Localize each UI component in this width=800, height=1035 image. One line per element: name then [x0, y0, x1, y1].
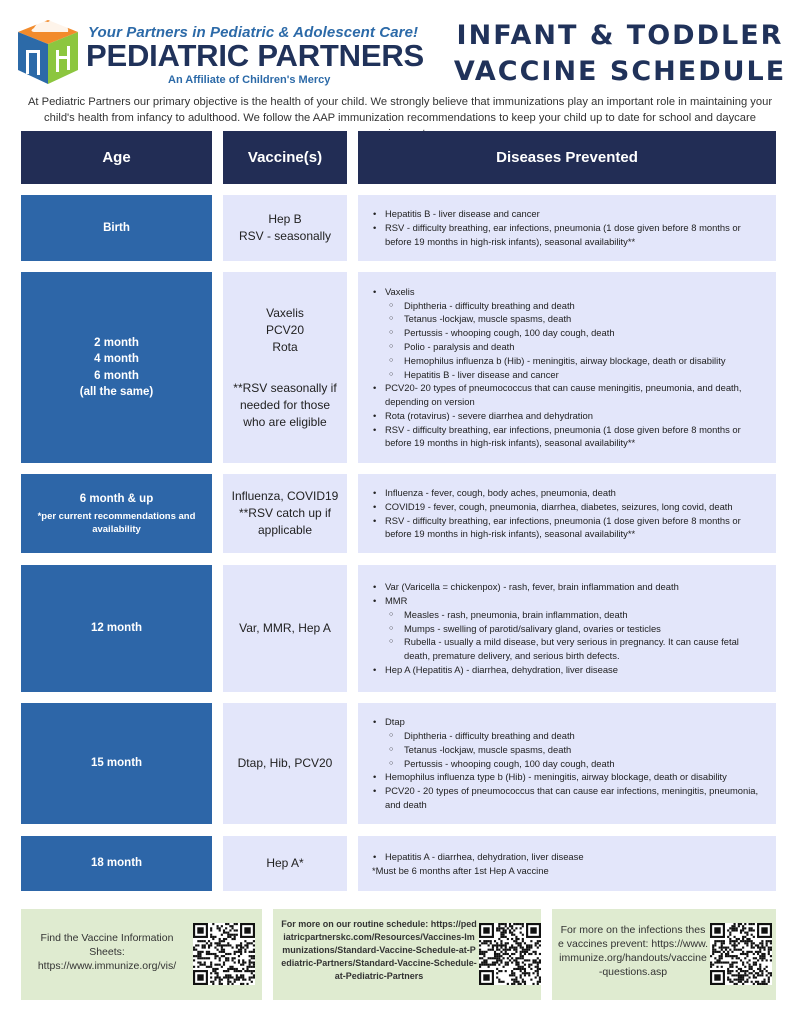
disease-subitem: ○ Tetanus -lockjaw, muscle spasms, death — [372, 743, 766, 757]
age-cell-2-4-6-month — [21, 272, 212, 463]
disease-item: • RSV - difficulty breathing, ear infections, pneumonia (1 dose given before 8 months or before 19 months in high-risk infants), seasonal availability** — [372, 423, 766, 451]
disease-item: • Dtap — [372, 715, 766, 729]
age-label: Birth — [103, 221, 130, 234]
age-cell-15-month — [21, 703, 212, 824]
vaccine-label: applicable — [257, 523, 313, 537]
tagline: Your Partners in Pediatric & Adolescent Care! — [88, 24, 419, 41]
vaccine-note: **RSV seasonally if needed for those who are eligible — [233, 380, 337, 429]
disease-cell-birth — [358, 195, 776, 261]
disease-subitem: ○ Measles - rash, pneumonia, brain inflammation, death — [372, 608, 766, 622]
age-label: 6 month & up — [79, 493, 154, 506]
footer-vis-box — [21, 909, 262, 1000]
disease-item: • PCV20 - 20 types of pneumococcus that can cause ear infections, meningitis, pneumonia, and death — [372, 784, 766, 812]
qr-code-icon[interactable] — [193, 923, 255, 985]
disease-item: • RSV - difficulty breathing, ear infections, pneumonia (1 dose given before 8 months or before 19 months in high-risk infants), seasonal availability** — [372, 514, 766, 542]
vaccine-label: Hep B — [268, 212, 302, 226]
footer-schedule-box — [273, 909, 541, 1000]
disease-cell-18-month — [358, 836, 776, 891]
disease-item: • MMR — [372, 594, 766, 608]
vaccine-cell-18-month — [223, 836, 347, 891]
age-cell-18-month — [21, 836, 212, 891]
disease-cell-15-month — [358, 703, 776, 824]
vaccine-label: Var, MMR, Hep A — [239, 621, 331, 635]
age-label: (all the same) — [79, 386, 154, 398]
disease-subitem: ○ Hemophilus influenza b (Hib) - meningitis, airway blockage, death or disability — [372, 354, 766, 368]
vaccine-label: Dtap, Hib, PCV20 — [237, 756, 333, 770]
footer-schedule-text: For more on our routine schedule: https://pediatricpartnerskc.com/Resources/Vaccines-Immunizations/Standard-Vaccine-Schedule-at-Pediatric-Partners/Standard-Vaccine-Schedule-at-Pediatric-Partners — [281, 919, 477, 981]
disease-item: • COVID19 - fever, cough, pneumonia, diarrhea, diabetes, seizures, long covid, death — [372, 500, 766, 514]
disease-item: • Hepatitis A - diarrhea, dehydration, liver disease — [372, 850, 766, 864]
vaccine-cell-2-4-6-month — [223, 272, 347, 463]
vaccine-cell-12-month — [223, 565, 347, 692]
age-label: 18 month — [90, 857, 143, 870]
disease-item: • Vaxelis — [372, 285, 766, 299]
vaccine-label: RSV - seasonally — [238, 229, 332, 243]
brand-name: PEDIATRIC PARTNERS — [86, 38, 424, 73]
age-cell-6-month-up — [21, 474, 212, 553]
disease-item: • Hepatitis B - liver disease and cancer — [372, 207, 766, 221]
disease-item: • PCV20- 20 types of pneumococcus that can cause meningitis, pneumonia, and death, depending on version — [372, 381, 766, 409]
vaccine-label: Vaxelis — [266, 305, 304, 320]
disease-subitem: ○ Rubella - usually a mild disease, but very serious in pregnancy. It can cause fetal death, premature delivery, and serious birth defects. — [372, 635, 766, 663]
header — [0, 0, 800, 92]
affiliate-text: An Affiliate of Children's Mercy — [168, 74, 331, 86]
vaccine-label: Influenza, COVID19 — [231, 489, 339, 503]
age-cell-12-month — [21, 565, 212, 692]
age-label: 12 month — [90, 622, 143, 635]
disease-note: *Must be 6 months after 1st Hep A vaccine — [372, 864, 549, 876]
disease-subitem: ○ Pertussis - whooping cough, 100 day cough, death — [372, 757, 766, 771]
vaccine-label: PCV20 — [265, 322, 305, 337]
disease-item: • RSV - difficulty breathing, ear infections, pneumonia (1 dose given before 8 months or before 19 months in high-risk infants), seasonal availability** — [372, 221, 766, 249]
disease-item: • Rota (rotavirus) - severe diarrhea and dehydration — [372, 409, 766, 423]
disease-item: • Var (Varicella = chickenpox) - rash, fever, brain inflammation and death — [372, 580, 766, 594]
disease-item: • Influenza - fever, cough, body aches, pneumonia, death — [372, 486, 766, 500]
disease-item: • Hep A (Hepatitis A) - diarrhea, dehydration, liver disease — [372, 663, 766, 677]
intro-paragraph: At Pediatric Partners our primary objective is the health of your child. We strongly believe that immunizations play an important role in maintaining your child's health from infancy to adulthood. We follow the AAP immunization recommendations to keep your child up to date for school and daycare — [27, 96, 773, 124]
age-label: 4 month — [94, 353, 139, 365]
footer-infections-box — [552, 909, 776, 1000]
qr-code-icon[interactable] — [479, 923, 541, 985]
qr-code-icon[interactable] — [710, 923, 772, 985]
footer-infections-text: For more on the infections these vaccines prevent: https://www.immunize.org/handouts/vaccine-questions.asp — [558, 924, 708, 978]
age-label: 2 month — [94, 336, 139, 349]
column-header-vaccines: Vaccine(s) — [223, 131, 347, 184]
disease-subitem: ○ Diphtheria - difficulty breathing and death — [372, 299, 766, 313]
vaccine-label: **RSV catch up if — [238, 506, 332, 520]
disease-cell-6-month-up — [358, 474, 776, 553]
column-header-age: Age — [21, 131, 212, 184]
page-title-line-1: INFANT & TODDLER — [456, 20, 784, 51]
column-header-diseases: Diseases Prevented — [358, 131, 776, 184]
age-label: 15 month — [90, 757, 143, 770]
vaccine-cell-birth — [223, 195, 347, 261]
age-cell-birth — [21, 195, 212, 261]
disease-cell-12-month — [358, 565, 776, 692]
logo-cube-icon — [14, 10, 82, 88]
disease-cell-2-4-6-month — [358, 272, 776, 463]
disease-subitem: ○ Pertussis - whooping cough, 100 day cough, death — [372, 326, 766, 340]
footer-vis-text: Find the Vaccine Information Sheets: https://www.immunize.org/vis/ — [37, 932, 177, 972]
age-note: *per current recommendations and availability — [37, 510, 196, 535]
disease-subitem: ○ Mumps - swelling of parotid/salivary gland, ovaries or testicles — [372, 622, 766, 636]
vaccine-label: Hep A* — [266, 856, 304, 870]
disease-subitem: ○ Diphtheria - difficulty breathing and death — [372, 729, 766, 743]
vaccine-cell-15-month — [223, 703, 347, 824]
age-label: 6 month — [94, 369, 139, 382]
disease-subitem: ○ Tetanus -lockjaw, muscle spasms, death — [372, 312, 766, 326]
page-title — [452, 18, 788, 90]
vaccine-cell-6-month-up — [223, 474, 347, 553]
disease-subitem: ○ Hepatitis B - liver disease and cancer — [372, 368, 766, 382]
disease-subitem: ○ Polio - paralysis and death — [372, 340, 766, 354]
disease-item: • Hemophilus influenza type b (Hib) - meningitis, airway blockage, death or disability — [372, 770, 766, 784]
page-title-line-2: VACCINE SCHEDULE — [453, 56, 787, 87]
vaccine-label: Rota — [272, 339, 298, 354]
